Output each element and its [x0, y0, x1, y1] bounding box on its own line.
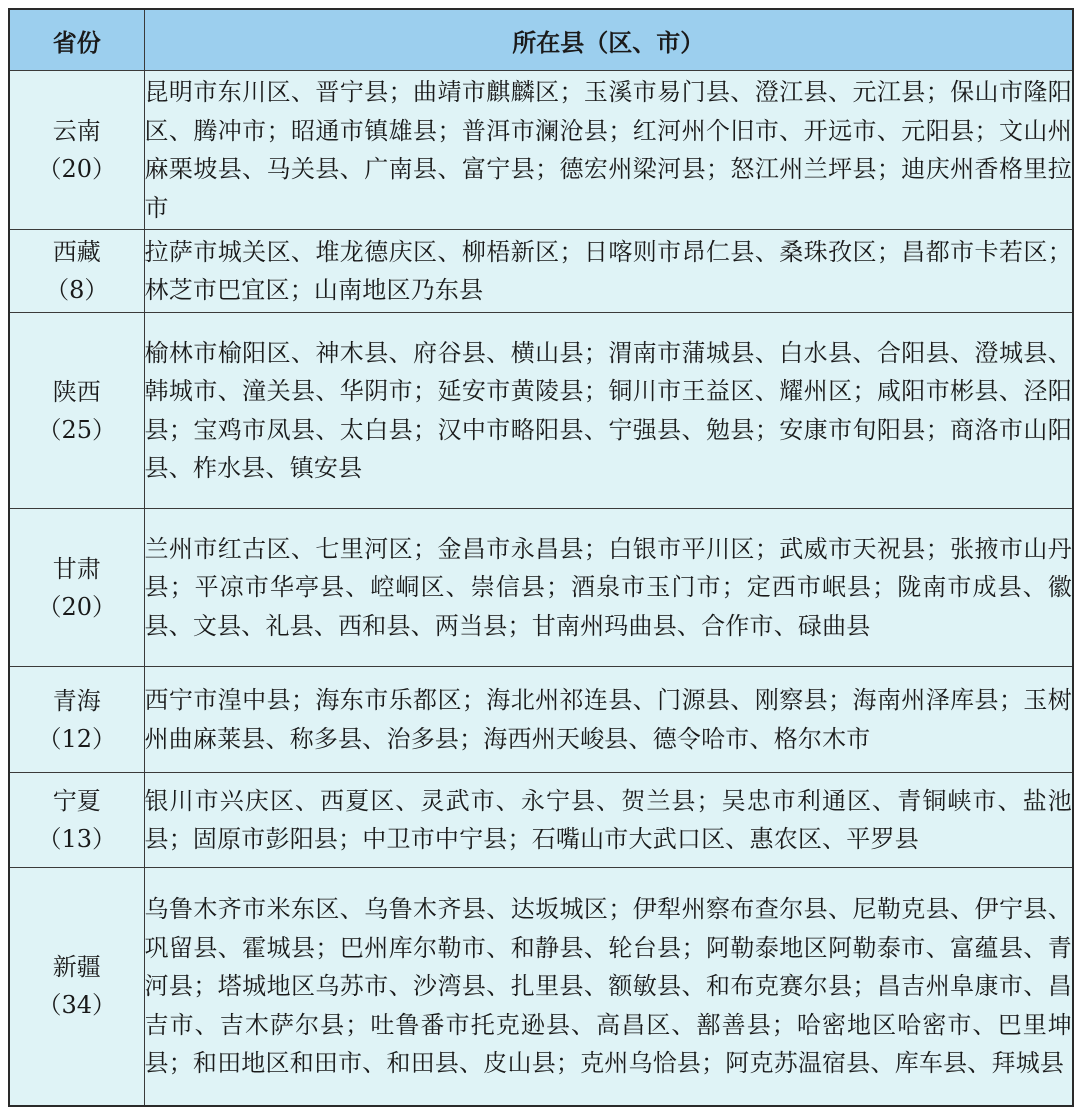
header-counties: 所在县（区、市）	[144, 9, 1073, 71]
province-count: （20）	[37, 592, 117, 621]
province-count: （34）	[37, 991, 117, 1020]
counties-cell: 西宁市湟中县；海东市乐都区；海北州祁连县、门源县、刚察县；海南州泽库县；玉树州曲麻莱县、称多县、治多县；海西州天峻县、德令哈市、格尔木市	[144, 667, 1073, 773]
table-row-qinghai	[9, 667, 1073, 773]
county-table	[8, 8, 1074, 1107]
counties-cell: 银川市兴庆区、西夏区、灵武市、永宁县、贺兰县；吴忠市利通区、青铜峡市、盐池县；固原市彭阳县；中卫市中宁县；石嘴山市大武口区、惠农区、平罗县	[144, 773, 1073, 868]
table-row-ningxia	[9, 773, 1073, 868]
province-name: 新疆	[52, 953, 101, 982]
table-row-yunnan	[9, 71, 1073, 230]
province-name: 西藏	[52, 238, 101, 266]
table-row-shaanxi	[9, 313, 1073, 509]
table-row-xinjiang	[9, 868, 1073, 1106]
province-count: （8）	[45, 276, 109, 304]
table-header-row	[9, 9, 1073, 71]
counties-cell: 兰州市红古区、七里河区；金昌市永昌县；白银市平川区；武威市天祝县；张掖市山丹县；平凉市华亭县、崆峒区、崇信县；酒泉市玉门市；定西市岷县；陇南市成县、徽县、文县、礼县、西和县、两当县；甘南州玛曲县、合作市、碌曲县	[144, 509, 1073, 667]
province-cell	[9, 509, 144, 667]
province-name: 青海	[52, 686, 101, 715]
table-frame	[8, 8, 1072, 1103]
province-count: （20）	[37, 155, 117, 183]
province-name: 云南	[52, 117, 101, 145]
table-row-xizang	[9, 230, 1073, 313]
province-count: （13）	[37, 825, 117, 853]
province-cell	[9, 71, 144, 230]
province-cell	[9, 313, 144, 509]
counties-cell: 昆明市东川区、晋宁县；曲靖市麒麟区；玉溪市易门县、澄江县、元江县；保山市隆阳区、腾冲市；昭通市镇雄县；普洱市澜沧县；红河州个旧市、开远市、元阳县；文山州麻栗坡县、马关县、广南县、富宁县；德宏州梁河县；怒江州兰坪县；迪庆州香格里拉市	[144, 71, 1073, 230]
province-cell	[9, 773, 144, 868]
province-name: 甘肃	[52, 554, 101, 583]
province-cell	[9, 667, 144, 773]
province-cell	[9, 230, 144, 313]
counties-cell: 乌鲁木齐市米东区、乌鲁木齐县、达坂城区；伊犁州察布查尔县、尼勒克县、伊宁县、巩留县、霍城县；巴州库尔勒市、和静县、轮台县；阿勒泰地区阿勒泰市、富蕴县、青河县；塔城地区乌苏市、沙湾县、扎里县、额敏县、和布克赛尔县；昌吉州阜康市、昌吉市、吉木萨尔县；吐鲁番市托克逊县、高昌区、鄯善县；哈密地区哈密市、巴里坤县；和田地区和田市、和田县、皮山县；克州乌恰县；阿克苏温宿县、库车县、拜城县	[144, 868, 1073, 1106]
province-cell	[9, 868, 144, 1106]
counties-cell: 拉萨市城关区、堆龙德庆区、柳梧新区；日喀则市昂仁县、桑珠孜区；昌都市卡若区；林芝市巴宜区；山南地区乃东县	[144, 230, 1073, 313]
province-name: 宁夏	[52, 787, 101, 815]
province-count: （25）	[37, 415, 117, 444]
province-count: （12）	[37, 724, 117, 753]
table-row-gansu	[9, 509, 1073, 667]
counties-cell: 榆林市榆阳区、神木县、府谷县、横山县；渭南市蒲城县、白水县、合阳县、澄城县、韩城市、潼关县、华阴市；延安市黄陵县；铜川市王益区、耀州区；咸阳市彬县、泾阳县；宝鸡市凤县、太白县；汉中市略阳县、宁强县、勉县；安康市旬阳县；商洛市山阳县、柞水县、镇安县	[144, 313, 1073, 509]
province-name: 陕西	[52, 377, 101, 406]
header-province: 省份	[9, 9, 144, 71]
